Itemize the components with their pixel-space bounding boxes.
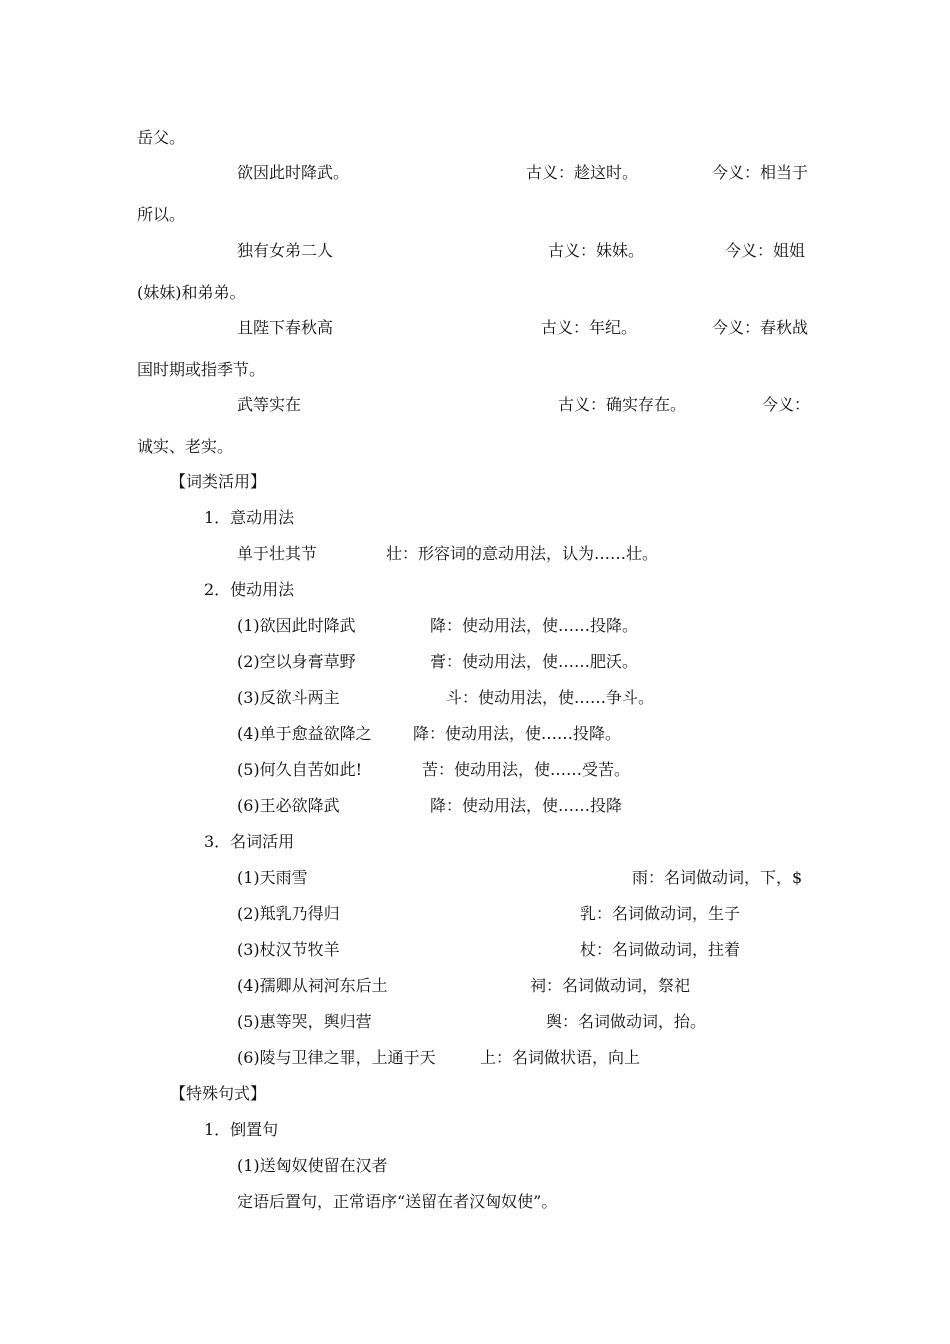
example-explanation: 乳：名词做动词，生子: [580, 904, 741, 923]
vocab-modern-meaning: 今义：: [762, 395, 811, 414]
continuation-text: 所以。: [137, 205, 186, 224]
example-explanation: 雨：名词做动词，下，$: [632, 868, 803, 887]
example-sentence: 单于壮其节: [237, 544, 318, 563]
vocab-modern-meaning: 今义：春秋战: [712, 318, 809, 337]
vocab-phrase: 独有女弟二人: [237, 241, 334, 260]
example-sentence: (5)惠等哭，舆归营: [237, 1012, 372, 1031]
vocab-phrase: 武等实在: [237, 395, 302, 414]
subsection-title-shidong: 2．使动用法: [204, 580, 295, 599]
continuation-text: 岳父。: [137, 128, 186, 147]
subsection-title-yidong: 1．意动用法: [204, 508, 295, 527]
example-sentence: (4)孺卿从祠河东后土: [237, 976, 388, 995]
example-sentence: (1)送匈奴使留在汉者: [237, 1156, 388, 1175]
vocab-modern-meaning: 今义：相当于: [712, 163, 809, 182]
vocab-ancient-meaning: 古义：确实存在。: [558, 395, 687, 414]
example-explanation: 斗：使动用法，使……争斗。: [446, 688, 655, 707]
continuation-text: 诚实、老实。: [137, 437, 234, 456]
example-sentence: (6)陵与卫律之罪，上通于天: [237, 1048, 436, 1067]
vocab-phrase: 欲因此时降武。: [237, 163, 350, 182]
example-sentence: (1)天雨雪: [237, 868, 308, 887]
example-explanation: 降：使动用法，使……投降。: [413, 724, 622, 743]
vocab-modern-meaning: 今义：姐姐: [725, 241, 806, 260]
example-sentence: (3)杖汉节牧羊: [237, 940, 340, 959]
example-explanation: 壮：形容词的意动用法，认为……壮。: [386, 544, 659, 563]
section-heading-word-class: 【词类活用】: [170, 472, 267, 491]
example-explanation: 降：使动用法，使……投降。: [430, 616, 639, 635]
example-sentence: (4)单于愈益欲降之: [237, 724, 372, 743]
subsection-title-inverted: 1．倒置句: [204, 1120, 279, 1139]
vocab-ancient-meaning: 古义：年纪。: [541, 318, 638, 337]
vocab-phrase: 且陛下春秋高: [237, 318, 334, 337]
example-sentence: (5)何久自苦如此!: [237, 760, 363, 779]
example-explanation: 定语后置句，正常语序“送留在者汉匈奴使”。: [237, 1192, 558, 1211]
example-explanation: 膏：使动用法，使……肥沃。: [430, 652, 639, 671]
example-explanation: 苦：使动用法，使……受苦。: [422, 760, 631, 779]
example-sentence: (3)反欲斗两主: [237, 688, 340, 707]
example-explanation: 降：使动用法，使……投降: [430, 796, 623, 815]
subsection-title-noun: 3．名词活用: [204, 832, 295, 851]
example-explanation: 上：名词做状语，向上: [480, 1048, 641, 1067]
example-explanation: 杖：名词做动词，拄着: [580, 940, 741, 959]
example-sentence: (2)羝乳乃得归: [237, 904, 340, 923]
section-heading-special: 【特殊句式】: [170, 1084, 267, 1103]
continuation-text: 国时期或指季节。: [137, 360, 266, 379]
continuation-text: (妹妹)和弟弟。: [137, 283, 246, 302]
vocab-ancient-meaning: 古义：妹妹。: [548, 241, 645, 260]
example-explanation: 祠：名词做动词，祭祀: [530, 976, 691, 995]
example-explanation: 舆：名词做动词，抬。: [546, 1012, 707, 1031]
example-sentence: (1)欲因此时降武: [237, 616, 356, 635]
example-sentence: (6)王必欲降武: [237, 796, 340, 815]
vocab-ancient-meaning: 古义：趁这时。: [526, 163, 639, 182]
example-sentence: (2)空以身膏草野: [237, 652, 356, 671]
